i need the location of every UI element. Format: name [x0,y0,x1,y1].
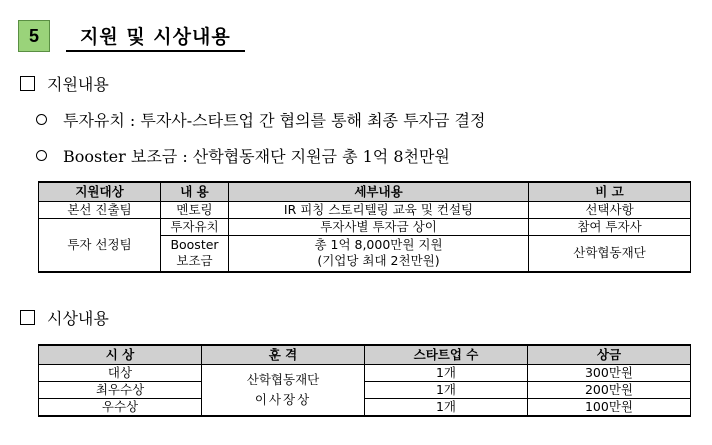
header-cell: 훈 격 [202,345,365,365]
support-bullet [36,108,485,131]
table-cell: 우수상 [39,399,202,417]
table-cell: 투자유치 [161,219,229,236]
table-header-row [39,182,691,202]
table-cell: 1개 [365,399,528,417]
table-row [39,399,691,417]
table-row [39,382,691,399]
cell-line: (기업당 최대 2천만원) [317,253,440,269]
header-cell: 내 용 [161,182,229,202]
table-cell: 1개 [365,365,528,382]
table-cell: 최우수상 [39,382,202,399]
cell-line: Booster [170,237,219,253]
cell-line: 총 1억 8,000만원 지원 [314,237,443,253]
table-cell: 멘토링 [161,202,229,219]
table-cell: 산학협동재단 [529,236,691,272]
table-cell: 투자 선정팀 [39,219,161,272]
support-heading [20,72,109,95]
table-cell: 대상 [39,365,202,382]
bullet-text: 투자유치 : 투자사-스타트업 간 협의를 통해 최종 투자금 결정 [63,111,486,130]
table-row [39,219,691,236]
awards-heading-label: 시상내용 [47,309,109,328]
table-header-row [39,345,691,365]
circle-bullet-icon [36,150,47,161]
table-row [39,202,691,219]
section-header [18,16,245,52]
support-heading-label: 지원내용 [47,75,109,94]
table-row [39,365,691,382]
table-cell: 100만원 [528,399,691,417]
header-cell: 세부내용 [229,182,529,202]
header-cell: 시 상 [39,345,202,365]
table-cell: 투자사별 투자금 상이 [229,219,529,236]
table-cell: 선택사항 [529,202,691,219]
table-cell: 1개 [365,382,528,399]
table-cell [202,365,365,417]
table-cell: 본선 진출팀 [39,202,161,219]
checkbox-square-icon [20,76,35,91]
cell-line: 이사장상 [254,392,312,407]
support-table [38,181,691,273]
section-number: 5 [18,20,50,52]
table-cell [229,236,529,272]
header-cell: 지원대상 [39,182,161,202]
cell-line: 산학협동재단 [246,372,320,387]
table-cell: IR 피칭 스토리텔링 교육 및 컨설팅 [229,202,529,219]
bullet-text: Booster 보조금 : 산학협동재단 지원금 총 1억 8천만원 [63,147,450,166]
table-cell [161,236,229,272]
circle-bullet-icon [36,114,47,125]
section-title: 지원 및 시상내용 [66,20,245,52]
awards-heading [20,306,109,329]
table-cell: 200만원 [528,382,691,399]
awards-table [38,344,691,417]
checkbox-square-icon [20,310,35,325]
header-cell: 비 고 [529,182,691,202]
header-cell: 상금 [528,345,691,365]
table-cell: 300만원 [528,365,691,382]
cell-line: 보조금 [176,253,213,269]
support-bullet [36,144,450,167]
table-cell: 참여 투자사 [529,219,691,236]
header-cell: 스타트업 수 [365,345,528,365]
